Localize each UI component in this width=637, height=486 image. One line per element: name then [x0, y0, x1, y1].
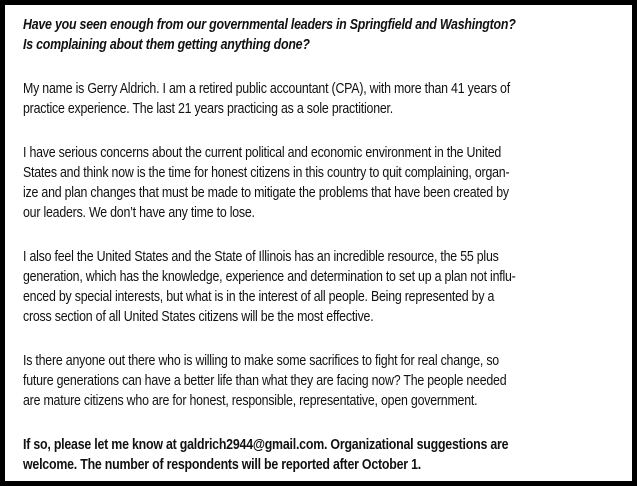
cta-line: If so, please let me know at galdrich2944@gmail.com. Organizational suggestions are	[23, 437, 509, 453]
cta-line: welcome. The number of respondents will be reported after October 1.	[23, 457, 422, 473]
paragraph-line: My name is Gerry Aldrich. I am a retired public accountant (CPA), with more than 41 years of	[23, 81, 510, 97]
ad-content	[5, 5, 632, 481]
paragraph-line: practice experience. The last 21 years practicing as a sole practitioner.	[23, 101, 394, 117]
paragraph-line: I also feel the United States and the State of Illinois has an incredible resource, the 55 plus	[23, 249, 499, 265]
paragraph-line: Is there anyone out there who is willing to make some sacrifices to fight for real change, so	[23, 353, 499, 369]
paragraph-line: our leaders. We don’t have any time to lose.	[23, 205, 255, 221]
paragraph-line: cross section of all United States citizens will be the most effective.	[23, 309, 374, 325]
headline-line: Have you seen enough from our governmental leaders in Springfield and Washington?	[23, 17, 516, 33]
paragraph-line: future generations can have a better life than what they are facing now? The people needed	[23, 373, 507, 389]
paragraph-line: enced by special interests, but what is in the interest of all people. Being represented by a	[23, 289, 495, 305]
headline-line: Is complaining about them getting anything done?	[23, 37, 310, 53]
paragraph-line: ize and plan changes that must be made to mitigate the problems that have been created by	[23, 185, 509, 201]
paragraph-line: are mature citizens who are for honest, responsible, representative, open government.	[23, 393, 478, 409]
paragraph-line: States and think now is the time for honest citizens in this country to quit complaining, organ-	[23, 165, 510, 181]
paragraph-line: I have serious concerns about the current political and economic environment in the United	[23, 145, 502, 161]
paragraph-line: generation, which has the knowledge, experience and determination to set up a plan not influ-	[23, 269, 516, 285]
